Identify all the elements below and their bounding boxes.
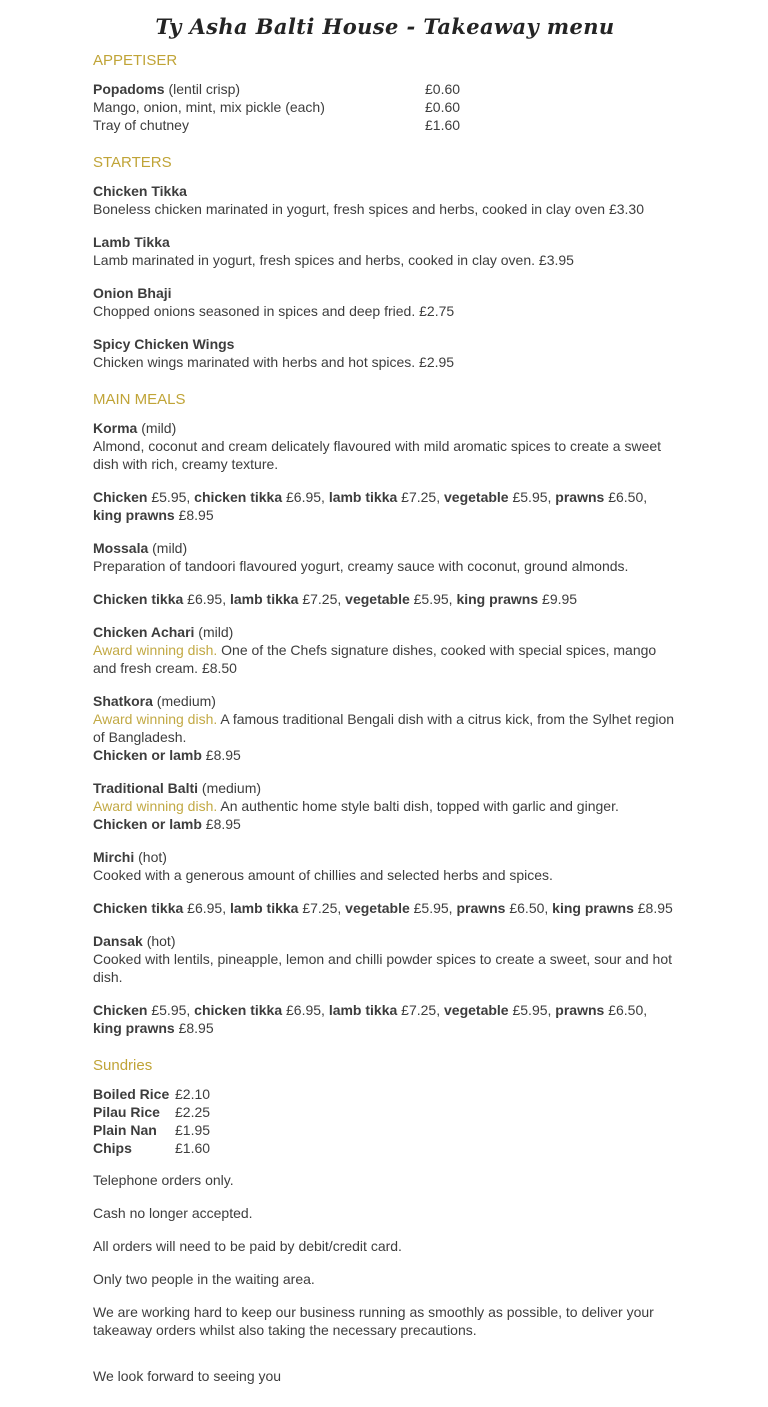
price-item-name: lamb tikka <box>229 900 299 916</box>
dish-name: Spicy Chicken Wings <box>93 336 235 352</box>
dish <box>93 623 677 677</box>
price-amount: £8.95 <box>174 1020 214 1036</box>
section-appetiser <box>93 52 677 134</box>
dish <box>93 182 677 218</box>
dish-name-line <box>93 539 677 557</box>
dish-description: Award winning dish. An authentic home style balti dish, topped with garlic and ginger. <box>93 798 619 814</box>
price-amount: £6.95, <box>282 489 329 505</box>
note: Cash no longer accepted. <box>93 1205 253 1221</box>
dish-description: Cooked with a generous amount of chillies and selected herbs and spices. <box>93 867 553 883</box>
price-item-name: Chicken tikka <box>93 591 184 607</box>
dish <box>93 284 677 320</box>
dish-name: Shatkora <box>93 693 153 709</box>
item-name: Popadoms (lentil crisp) <box>93 81 241 97</box>
main-meals-heading: MAIN MEALS <box>93 391 186 408</box>
price-amount: £5.95, <box>147 489 195 505</box>
dish-name-line <box>93 233 677 251</box>
price-item-name: prawns <box>555 489 605 505</box>
item-name-bold: Boiled Rice <box>93 1086 170 1102</box>
starters-heading: STARTERS <box>93 154 172 171</box>
price-item-name: vegetable <box>345 591 410 607</box>
dish-description: Award winning dish. A famous traditional Bengali dish with a citrus kick, from the Sylhet region of Bangladesh. <box>93 711 675 745</box>
section-sundries <box>93 1057 677 1157</box>
dish-price-line <box>93 1001 677 1037</box>
item-name-bold: Popadoms <box>93 81 165 97</box>
item-name-bold: Pilau Rice <box>93 1104 160 1120</box>
dish <box>93 932 677 1037</box>
dish-name: Chicken Achari <box>93 624 195 640</box>
price-amount: £7.25, <box>298 591 346 607</box>
main-meals-dishes <box>93 419 677 1037</box>
appetiser-items <box>93 80 677 134</box>
item-price: £0.60 <box>425 81 461 97</box>
dish-description: Boneless chicken marinated in yogurt, fresh spices and herbs, cooked in clay oven £3.30 <box>93 201 644 217</box>
dish-name-line <box>93 335 677 353</box>
note: Only two people in the waiting area. <box>93 1271 315 1287</box>
dish-name: Chicken Tikka <box>93 183 187 199</box>
item-name <box>93 1121 175 1139</box>
menu-item-row <box>93 1121 677 1139</box>
option-name: Chicken or lamb <box>93 747 202 763</box>
item-price: £2.25 <box>175 1104 211 1120</box>
item-name <box>93 1085 175 1103</box>
option-name: Chicken or lamb <box>93 816 202 832</box>
price-item-name: vegetable <box>444 1002 509 1018</box>
price-item-name: prawns <box>555 1002 605 1018</box>
item-name: Mango, onion, mint, mix pickle (each) <box>93 99 325 115</box>
price-item-name: Chicken <box>93 1002 148 1018</box>
price-item-name: king prawns <box>552 900 634 916</box>
price-amount: £6.50, <box>505 900 553 916</box>
item-price: £1.95 <box>175 1122 211 1138</box>
appetiser-heading: APPETISER <box>93 52 178 69</box>
price-item-name: king prawns <box>93 507 175 523</box>
award-winning-label: Award winning dish. <box>93 711 221 727</box>
sundries-items <box>93 1085 677 1157</box>
page-title: Ty Asha Balti House - Takeaway menu <box>155 14 615 39</box>
price-item-name: Chicken <box>93 489 148 505</box>
dish-heat-label: (mild) <box>137 420 177 436</box>
dish-description: Almond, coconut and cream delicately flavoured with mild aromatic spices to create a sweet dish with rich, creamy texture. <box>93 438 662 472</box>
price-amount: £5.95, <box>409 900 457 916</box>
dish-price-line <box>93 899 677 917</box>
dish-name-line <box>93 182 677 200</box>
section-main-meals <box>93 391 677 1037</box>
section-starters <box>93 154 677 371</box>
item-price: £1.60 <box>175 1140 211 1156</box>
dish <box>93 233 677 269</box>
dish-description: Cooked with lentils, pineapple, lemon and chilli powder spices to create a sweet, sour and hot dish. <box>93 951 672 985</box>
dish-name-line <box>93 848 677 866</box>
note: Telephone orders only. <box>93 1172 234 1188</box>
price-item-name: vegetable <box>345 900 410 916</box>
dish-price-line <box>93 488 677 524</box>
price-amount: £5.95, <box>508 489 556 505</box>
price-amount: £8.95 <box>201 747 241 763</box>
dish-option-line <box>93 815 677 833</box>
menu-item-row <box>93 1139 677 1157</box>
item-price: £0.60 <box>425 99 461 115</box>
price-amount: £8.95 <box>201 816 241 832</box>
dish-description: Chicken wings marinated with herbs and hot spices. £2.95 <box>93 354 455 370</box>
dish-heat-label: (hot) <box>142 933 176 949</box>
price-item-name: chicken tikka <box>194 489 283 505</box>
price-amount: £6.95, <box>183 591 230 607</box>
dish <box>93 539 677 608</box>
price-amount: £6.50, <box>604 489 648 505</box>
dish-name: Lamb Tikka <box>93 234 170 250</box>
note: All orders will need to be paid by debit/credit card. <box>93 1238 402 1254</box>
price-item-name: lamb tikka <box>229 591 299 607</box>
dish <box>93 779 677 833</box>
dish-name: Dansak <box>93 933 143 949</box>
menu-item-row <box>93 98 677 116</box>
price-amount: £5.95, <box>508 1002 556 1018</box>
dish <box>93 419 677 524</box>
dish-name-line <box>93 932 677 950</box>
dish-heat-label: (hot) <box>134 849 167 865</box>
dish <box>93 848 677 917</box>
dish-option-line <box>93 746 677 764</box>
price-amount: £6.50, <box>604 1002 648 1018</box>
price-item-name: king prawns <box>93 1020 175 1036</box>
price-item-name: lamb tikka <box>328 1002 398 1018</box>
dish-description: Preparation of tandoori flavoured yogurt, creamy sauce with coconut, ground almonds. <box>93 558 629 574</box>
dish-name: Mossala <box>93 540 149 556</box>
note: We are working hard to keep our business running as smoothly as possible, to deliver your takeaway orders whilst also taking the necessary precautions. <box>93 1304 654 1338</box>
dish-description: Award winning dish. One of the Chefs signature dishes, cooked with special spices, mango and fresh cream. £8.50 <box>93 642 657 676</box>
dish-name-line <box>93 623 677 641</box>
menu-item-row <box>93 1103 677 1121</box>
item-price: £1.60 <box>425 117 461 133</box>
price-item-name: prawns <box>456 900 506 916</box>
price-amount: £9.95 <box>538 591 578 607</box>
price-item-name: Chicken tikka <box>93 900 184 916</box>
price-amount: £5.95, <box>147 1002 195 1018</box>
menu-item-row <box>93 80 677 98</box>
starters-dishes <box>93 182 677 371</box>
item-name <box>93 1103 175 1121</box>
item-name: Tray of chutney <box>93 117 189 133</box>
dish-name: Korma <box>93 420 138 436</box>
price-amount: £7.25, <box>397 489 444 505</box>
dish <box>93 692 677 764</box>
sundries-heading: Sundries <box>93 1057 153 1074</box>
dish-name: Traditional Balti <box>93 780 199 796</box>
dish-heat-label: (medium) <box>152 693 216 709</box>
dish-name-line <box>93 284 677 302</box>
dish-name-line <box>93 419 677 437</box>
award-winning-label: Award winning dish. <box>93 642 222 658</box>
price-item-name: king prawns <box>456 591 539 607</box>
award-winning-label: Award winning dish. <box>93 798 221 814</box>
dish-price-line <box>93 590 677 608</box>
price-amount: £6.95, <box>282 1002 329 1018</box>
footer-notes <box>93 1171 677 1339</box>
dish-description: Chopped onions seasoned in spices and deep fried. £2.75 <box>93 303 455 319</box>
dish-description: Lamb marinated in yogurt, fresh spices and herbs, cooked in clay oven. £3.95 <box>93 252 574 268</box>
dish-name: Onion Bhaji <box>93 285 172 301</box>
item-name-bold: Chips <box>93 1140 132 1156</box>
dish-heat-label: (mild) <box>148 540 188 556</box>
price-amount: £8.95 <box>633 900 673 916</box>
dish-name-line <box>93 692 677 710</box>
dish <box>93 335 677 371</box>
dish-heat-label: (medium) <box>198 780 262 796</box>
price-item-name: vegetable <box>444 489 509 505</box>
price-amount: £5.95, <box>409 591 457 607</box>
closing-line: We look forward to seeing you <box>93 1368 282 1384</box>
menu-item-row <box>93 1085 677 1103</box>
item-price: £2.10 <box>175 1086 211 1102</box>
price-amount: £6.95, <box>183 900 230 916</box>
price-amount: £7.25, <box>397 1002 444 1018</box>
price-item-name: lamb tikka <box>328 489 398 505</box>
price-item-name: chicken tikka <box>194 1002 283 1018</box>
menu-item-row <box>93 116 677 134</box>
price-amount: £7.25, <box>298 900 346 916</box>
dish-name: Mirchi <box>93 849 135 865</box>
item-name-bold: Plain Nan <box>93 1122 157 1138</box>
dish-name-line <box>93 779 677 797</box>
dish-heat-label: (mild) <box>194 624 234 640</box>
price-amount: £8.95 <box>174 507 214 523</box>
item-name <box>93 1139 175 1157</box>
